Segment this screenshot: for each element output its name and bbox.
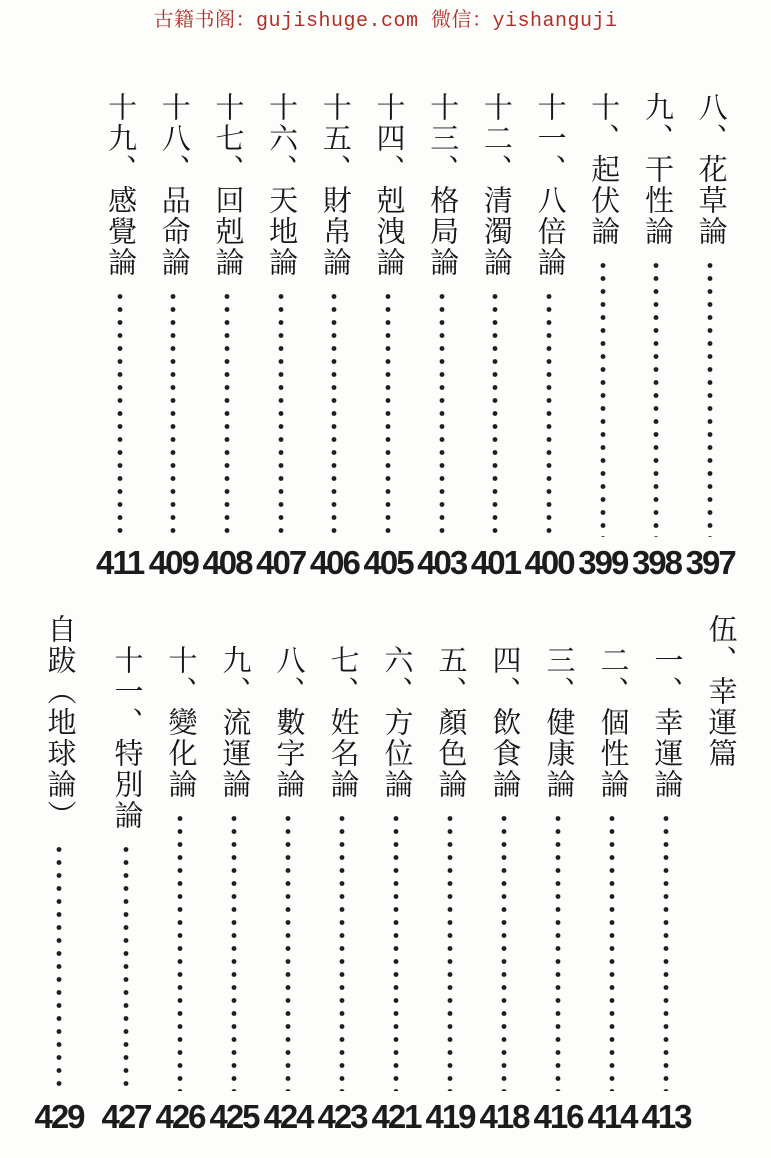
toc-entry <box>146 92 200 582</box>
toc-entry-page-number: 409 <box>148 544 198 581</box>
toc-entry-title: 十五、財帛論 <box>318 92 351 278</box>
toc-entry-title: 十八、品命論 <box>157 92 190 278</box>
toc-entry <box>415 92 469 582</box>
toc-entry-title: 八、數字論 <box>272 645 305 800</box>
toc-entry-page-number: 413 <box>641 1098 691 1135</box>
dotted-leader <box>315 810 369 1091</box>
toc-entry <box>369 614 423 1136</box>
toc-entry <box>361 92 415 582</box>
toc-entry-title: 十、變化論 <box>164 645 197 800</box>
dotted-leader <box>415 288 469 537</box>
toc-entry <box>99 614 153 1136</box>
toc-entry-page-number: 399 <box>578 544 628 581</box>
toc-entry <box>531 614 585 1136</box>
toc-entry <box>315 614 369 1136</box>
toc-entry <box>469 92 523 582</box>
toc-entry-page-number: 416 <box>533 1098 583 1135</box>
toc-entry-page-number: 397 <box>685 544 735 581</box>
dotted-leader <box>531 810 585 1091</box>
dotted-leader <box>99 841 153 1091</box>
toc-entry-title: 九、流運論 <box>218 645 251 800</box>
toc-entry <box>423 614 477 1136</box>
toc-entry-title: 八、花草論 <box>694 92 727 247</box>
toc-entry-page-number: 398 <box>631 544 681 581</box>
toc-entry-title: 十九、感覺論 <box>104 92 137 278</box>
toc-entry-page-number: 418 <box>479 1098 529 1135</box>
dotted-leader <box>200 288 254 537</box>
toc-entry <box>576 92 630 582</box>
dotted-leader <box>207 810 261 1091</box>
toc-entry <box>693 614 747 1136</box>
toc-entry <box>32 614 86 1136</box>
dotted-leader <box>369 810 423 1091</box>
toc-entry-page-number: 421 <box>371 1098 421 1135</box>
dotted-leader <box>683 257 737 537</box>
toc-entry <box>261 614 315 1136</box>
toc-entry-page-number: 414 <box>587 1098 637 1135</box>
dotted-leader <box>361 288 415 537</box>
toc-entry <box>308 92 362 582</box>
toc-entry-page-number: 401 <box>470 544 520 581</box>
toc-entry-page-number: 407 <box>256 544 306 581</box>
toc-entry-title: 十六、天地論 <box>265 92 298 278</box>
toc-entry-page-number: 429 <box>34 1098 84 1135</box>
dotted-leader <box>576 257 630 537</box>
dotted-leader <box>146 288 200 537</box>
toc-entry-title: 十一、八倍論 <box>533 92 566 278</box>
toc-entry-title: 十七、回剋論 <box>211 92 244 278</box>
toc-entry-page-number: 406 <box>309 544 359 581</box>
toc-entry-title: 六、方位論 <box>380 645 413 800</box>
toc-entry-page-number: 411 <box>95 544 144 581</box>
dotted-leader <box>468 288 522 537</box>
toc-entry <box>153 614 207 1136</box>
watermark-text: 古籍书阁：gujishuge.com 微信：yishanguji <box>153 10 618 33</box>
toc-entry <box>683 92 737 582</box>
toc-entry <box>207 614 261 1136</box>
toc-entry-title: 十二、清濁論 <box>479 92 512 278</box>
toc-entry-page-number: 426 <box>155 1098 205 1135</box>
toc-entry-page-number: 408 <box>202 544 252 581</box>
toc-entry-title: 十、起伏論 <box>587 92 620 247</box>
toc-entry-page-number: 425 <box>209 1098 259 1135</box>
toc-entry-title: 十四、剋洩論 <box>372 92 405 278</box>
toc-entry <box>477 614 531 1136</box>
toc-entry <box>585 614 639 1136</box>
toc-entry-title: 七、姓名論 <box>326 645 359 800</box>
toc-entry <box>639 614 693 1136</box>
toc-entry <box>200 92 254 582</box>
toc-entry-title: 十一、特別論 <box>110 645 143 831</box>
toc-entry-title: 四、飲食論 <box>488 645 521 800</box>
dotted-leader <box>477 810 531 1091</box>
toc-entry-page-number: 400 <box>524 544 574 581</box>
dotted-leader <box>254 288 308 537</box>
dotted-leader <box>585 810 639 1091</box>
toc-entry-title: 伍、幸運篇 <box>704 614 737 769</box>
dotted-leader <box>93 288 147 537</box>
toc-entry-page-number: 423 <box>317 1098 367 1135</box>
dotted-leader <box>629 257 683 537</box>
toc-entry-page-number: 405 <box>363 544 413 581</box>
toc-entry-page-number: 424 <box>263 1098 313 1135</box>
toc-entry-page-number: 403 <box>417 544 467 581</box>
toc-upper-section <box>92 92 737 582</box>
dotted-leader <box>32 841 86 1091</box>
dotted-leader <box>261 810 315 1091</box>
toc-entry-title: 二、個性論 <box>596 645 629 800</box>
toc-entry <box>630 92 684 582</box>
dotted-leader <box>153 810 207 1091</box>
toc-entry-title: 十三、格局論 <box>426 92 459 278</box>
toc-entry-page-number: 427 <box>101 1098 151 1135</box>
toc-entry-title: 一、幸運論 <box>650 645 683 800</box>
dotted-leader <box>522 288 576 537</box>
toc-entry-title: 自跋（地球論） <box>43 614 76 831</box>
dotted-leader <box>307 288 361 537</box>
toc-lower-section <box>31 614 747 1136</box>
toc-entry-title: 九、干性論 <box>640 92 673 247</box>
toc-entry <box>254 92 308 582</box>
dotted-leader <box>423 810 477 1091</box>
toc-entry <box>522 92 576 582</box>
toc-entry-title: 三、健康論 <box>542 645 575 800</box>
toc-entry <box>93 92 147 582</box>
toc-entry-title: 五、顏色論 <box>434 645 467 800</box>
dotted-leader <box>639 810 693 1091</box>
toc-entry-page-number: 419 <box>425 1098 475 1135</box>
